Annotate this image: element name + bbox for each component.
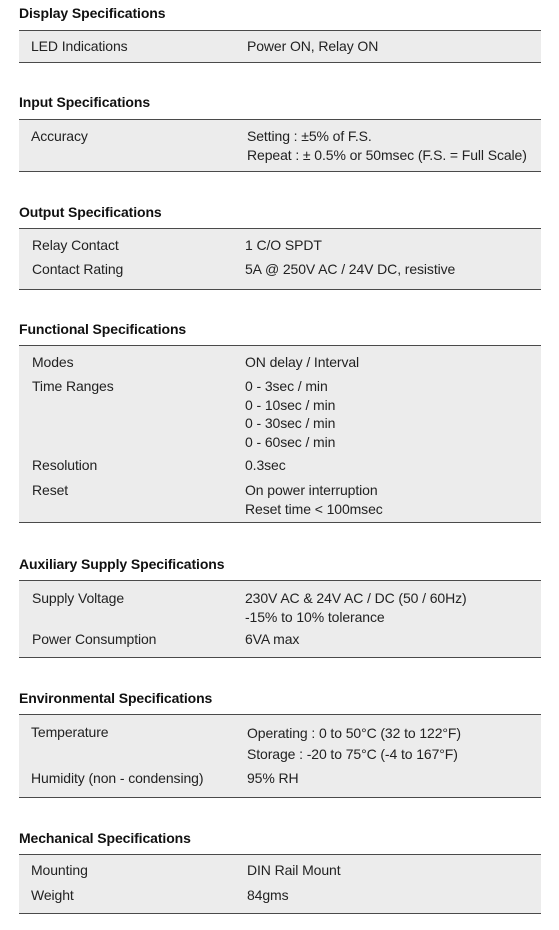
section-title-output: Output Specifications [19,204,162,220]
spec-value-led-indications [247,37,378,56]
spec-value-line: 0 - 60sec / min [245,433,336,450]
spec-value-line: DIN Rail Mount [247,862,341,878]
spec-value-line: 0 - 3sec / min [245,378,328,394]
section-title-auxiliary: Auxiliary Supply Specifications [19,556,225,572]
spec-label-modes: Modes [32,354,74,370]
spec-value-line: Reset time < 100msec [245,500,383,517]
spec-value-mounting [247,861,341,880]
spec-label-power-consumption: Power Consumption [32,631,157,647]
spec-value-line: 0.3sec [245,457,286,473]
spec-value-line: -15% to 10% tolerance [245,608,385,625]
spec-value-line: 95% RH [247,770,299,786]
spec-value-supply-voltage [245,589,467,626]
spec-value-accuracy [247,127,527,164]
spec-value-resolution [245,456,286,475]
spec-label-mounting: Mounting [31,862,88,878]
section-title-mechanical: Mechanical Specifications [19,830,191,846]
spec-value-reset [245,481,383,518]
spec-value-line: Storage : -20 to 75°C (-4 to 167°F) [247,746,458,762]
spec-value-line: Setting : ±5% of F.S. [247,128,372,144]
spec-value-line: 230V AC & 24V AC / DC (50 / 60Hz) [245,590,467,606]
spec-value-line: Operating : 0 to 50°C (32 to 122°F) [247,725,461,741]
section-title-display: Display Specifications [19,5,166,21]
section-title-environmental: Environmental Specifications [19,690,213,706]
spec-value-temperature [247,723,461,765]
spec-value-relay-contact [245,236,322,255]
spec-label-humidity: Humidity (non - condensing) [31,770,204,786]
spec-label-weight: Weight [31,887,74,903]
section-title-input: Input Specifications [19,94,151,110]
spec-label-supply-voltage: Supply Voltage [32,590,125,606]
spec-value-line: 0 - 10sec / min [245,396,336,413]
section-title-functional: Functional Specifications [19,321,187,337]
spec-label-accuracy: Accuracy [31,128,88,144]
spec-value-power-consumption [245,630,299,649]
spec-value-humidity [247,769,299,788]
spec-value-line: 6VA max [245,631,300,647]
spec-value-line: ON delay / Interval [245,354,360,370]
spec-value-line: Repeat : ± 0.5% or 50msec (F.S. = Full Scale) [247,146,527,163]
spec-label-contact-rating: Contact Rating [32,261,124,277]
spec-value-contact-rating [245,260,455,279]
spec-value-weight [247,886,289,905]
spec-value-line: On power interruption [245,482,378,498]
spec-label-resolution: Resolution [32,457,98,473]
spec-value-line: 1 C/O SPDT [245,237,322,253]
spec-value-line: 5A @ 250V AC / 24V DC, resistive [245,261,456,277]
spec-label-relay-contact: Relay Contact [32,237,119,253]
spec-value-time-ranges [245,377,335,451]
spec-label-temperature: Temperature [31,724,109,740]
spec-label-time-ranges: Time Ranges [32,378,114,394]
spec-value-line: Power ON, Relay ON [247,38,379,54]
spec-label-reset: Reset [32,482,69,498]
spec-value-line: 0 - 30sec / min [245,415,336,431]
spec-label-led-indications: LED Indications [31,38,128,54]
spec-value-line: 84gms [247,887,289,903]
spec-value-modes [245,353,359,372]
